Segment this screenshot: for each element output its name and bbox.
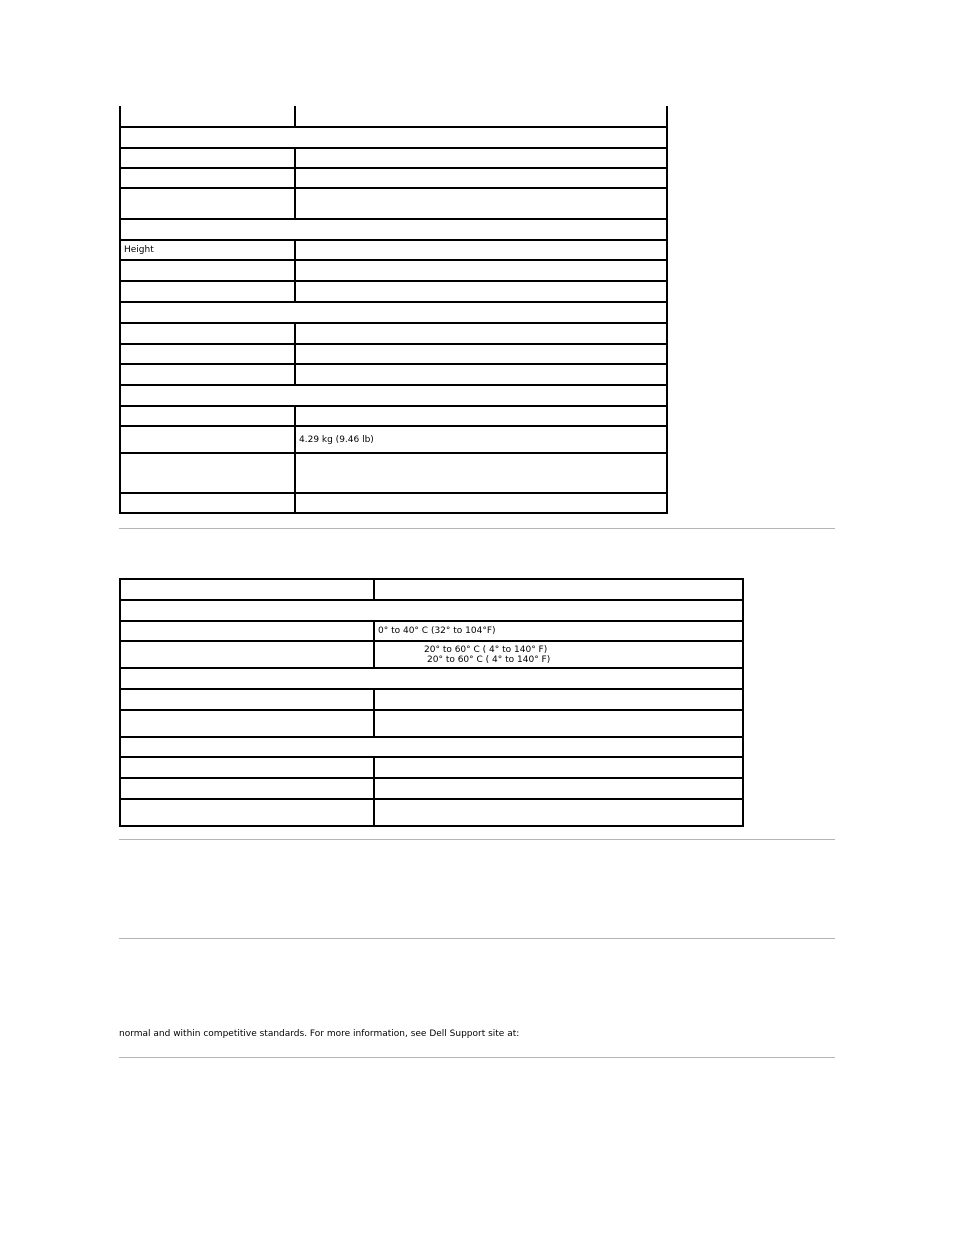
- table-row: [120, 106, 667, 127]
- operating-temperature-value: 0° to 40° C (32° to 104°F): [374, 621, 743, 641]
- table-row: [120, 188, 667, 219]
- table-row: [120, 621, 743, 641]
- section-header-row: [120, 302, 667, 323]
- section-divider: [119, 528, 835, 529]
- table-row: [120, 168, 667, 188]
- table-row: [120, 799, 743, 826]
- physical-specs-table: [119, 106, 668, 514]
- table-row: [120, 364, 667, 385]
- table-row: [120, 426, 667, 453]
- storage-temperature-line: 20° to 60° C ( 4° to 140° F): [424, 644, 548, 655]
- section-header-row: [120, 668, 743, 689]
- section-header-row: [120, 600, 743, 621]
- section-header-row: [120, 385, 667, 406]
- table-header-row: [120, 579, 743, 600]
- section-header-row: [120, 737, 743, 757]
- table-row: [120, 689, 743, 710]
- section-divider: [119, 1057, 835, 1058]
- table-row: [120, 757, 743, 778]
- table-row: [120, 453, 667, 493]
- table-row: [120, 778, 743, 799]
- table-row: [120, 148, 667, 168]
- table-row: [120, 493, 667, 513]
- table-row: [120, 406, 667, 426]
- table-row: [120, 281, 667, 302]
- section-header-row: [120, 219, 667, 240]
- section-divider: [119, 839, 835, 840]
- storage-temperature-line: 20° to 60° C ( 4° to 140° F): [427, 654, 551, 665]
- environment-specs-table: [119, 578, 744, 827]
- weight-value: 4.29 kg (9.46 lb): [295, 426, 667, 453]
- storage-temperature-value: [374, 641, 743, 668]
- table-row: [120, 260, 667, 281]
- table-row: [120, 240, 667, 260]
- table-row: [120, 641, 743, 668]
- table-row: [120, 710, 743, 737]
- section-header-row: [120, 127, 667, 148]
- table-row: [120, 323, 667, 344]
- section-divider: [119, 938, 835, 939]
- support-note: normal and within competitive standards. For more information, see Dell Support site at:: [119, 1029, 520, 1039]
- height-label: Height: [120, 240, 295, 260]
- table-row: [120, 344, 667, 364]
